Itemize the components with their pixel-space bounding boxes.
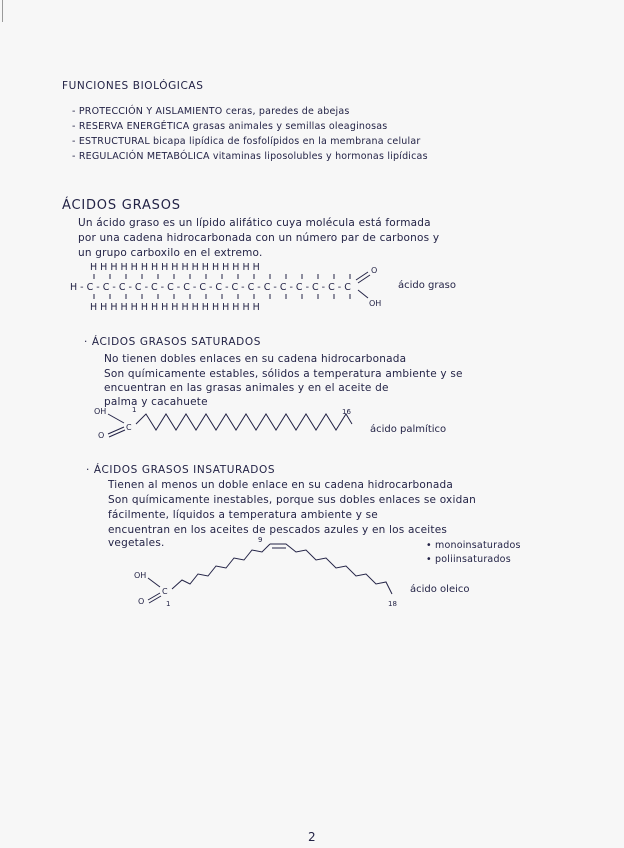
oleic-carbon-number-18: 18 [388, 600, 397, 608]
fatty-acids-line-3: un grupo carboxilo en el extremo. [78, 247, 263, 259]
formula-hydroxyl: OH [369, 299, 382, 308]
unsaturated-type-poly: • poliinsaturados [426, 554, 511, 565]
function-item-structural: - ESTRUCTURAL bicapa lipídica de fosfolípidos en la membrana celular [72, 136, 421, 147]
palmitic-bonds [108, 414, 352, 437]
unsaturated-line-2: Son químicamente inestables, porque sus dobles enlaces se oxidan [108, 494, 476, 506]
function-item-energy: - RESERVA ENERGÉTICA grasas animales y semillas oleaginosas [72, 121, 388, 132]
formula-bond-ticks-top [94, 274, 350, 279]
saturated-line-3: encuentran en las grasas animales y en el aceite de [104, 382, 389, 394]
oleic-acid-diagram [130, 534, 490, 614]
formula-hydrogen-row-bottom: H H H H H H H H H H H H H H H H H [90, 302, 260, 313]
formula-carbon-chain: H - C - C - C - C - C - C - C - C - C - C - C - C - C - C - C - C - C [70, 282, 351, 293]
unsaturated-line-1: Tienen al menos un doble enlace en su cadena hidrocarbonada [108, 479, 454, 491]
palmitic-carbon-number-16: 16 [342, 408, 351, 416]
fatty-acid-structural-formula [60, 258, 500, 320]
oleic-oh: OH [134, 571, 147, 580]
unsaturated-title: · ÁCIDOS GRASOS INSATURADOS [86, 464, 276, 476]
functions-title: FUNCIONES BIOLÓGICAS [62, 80, 204, 92]
page-number: 2 [308, 830, 316, 844]
oleic-oxygen: O [138, 597, 145, 606]
unsaturated-line-3: fácilmente, líquidos a temperatura ambiente y se [108, 509, 378, 521]
saturated-line-2: Son químicamente estables, sólidos a temperatura ambiente y se [104, 368, 463, 380]
unsaturated-line-5: vegetales. [108, 537, 165, 549]
formula-oxygen: O [371, 266, 378, 275]
saturated-title: · ÁCIDOS GRASOS SATURADOS [84, 336, 261, 348]
formula-carboxyl-bonds [356, 272, 370, 298]
unsaturated-type-mono: • monoinsaturados [426, 540, 521, 551]
formula-hydrogen-row-top: H H H H H H H H H H H H H H H H H [90, 262, 260, 273]
oleic-carbon-number-1: 1 [166, 600, 171, 608]
formula-label: ácido graso [398, 280, 456, 291]
fatty-acids-line-2: por una cadena hidrocarbonada con un número par de carbonos y [78, 232, 440, 244]
palmitic-oxygen: O [98, 431, 105, 440]
saturated-line-1: No tienen dobles enlaces en su cadena hidrocarbonada [104, 353, 407, 365]
unsaturated-line-4: encuentran en los aceites de pescados azules y en los aceites [108, 524, 448, 536]
palmitic-oh: OH [94, 407, 107, 416]
palmitic-carbon-number-1: 1 [132, 406, 137, 414]
formula-bond-ticks-bottom [94, 294, 350, 299]
saturated-line-4: palma y cacahuete [104, 396, 208, 408]
oleic-bonds [148, 544, 392, 603]
palmitic-carbon: C [126, 423, 132, 432]
palmitic-acid-diagram [90, 404, 500, 444]
oleic-carbon: C [162, 587, 168, 596]
palmitic-label: ácido palmítico [370, 424, 447, 435]
function-item-regulation: - REGULACIÓN METABÓLICA vitaminas liposolubles y hormonas lipídicas [72, 151, 428, 162]
margin-mark [2, 0, 3, 22]
oleic-carbon-number-9: 9 [258, 536, 263, 544]
fatty-acids-line-1: Un ácido graso es un lípido alifático cuya molécula está formada [78, 217, 431, 229]
fatty-acids-title: ÁCIDOS GRASOS [62, 198, 181, 213]
oleic-label: ácido oleico [410, 584, 470, 595]
function-item-protection: - PROTECCIÓN Y AISLAMIENTO ceras, paredes de abejas [72, 106, 350, 117]
